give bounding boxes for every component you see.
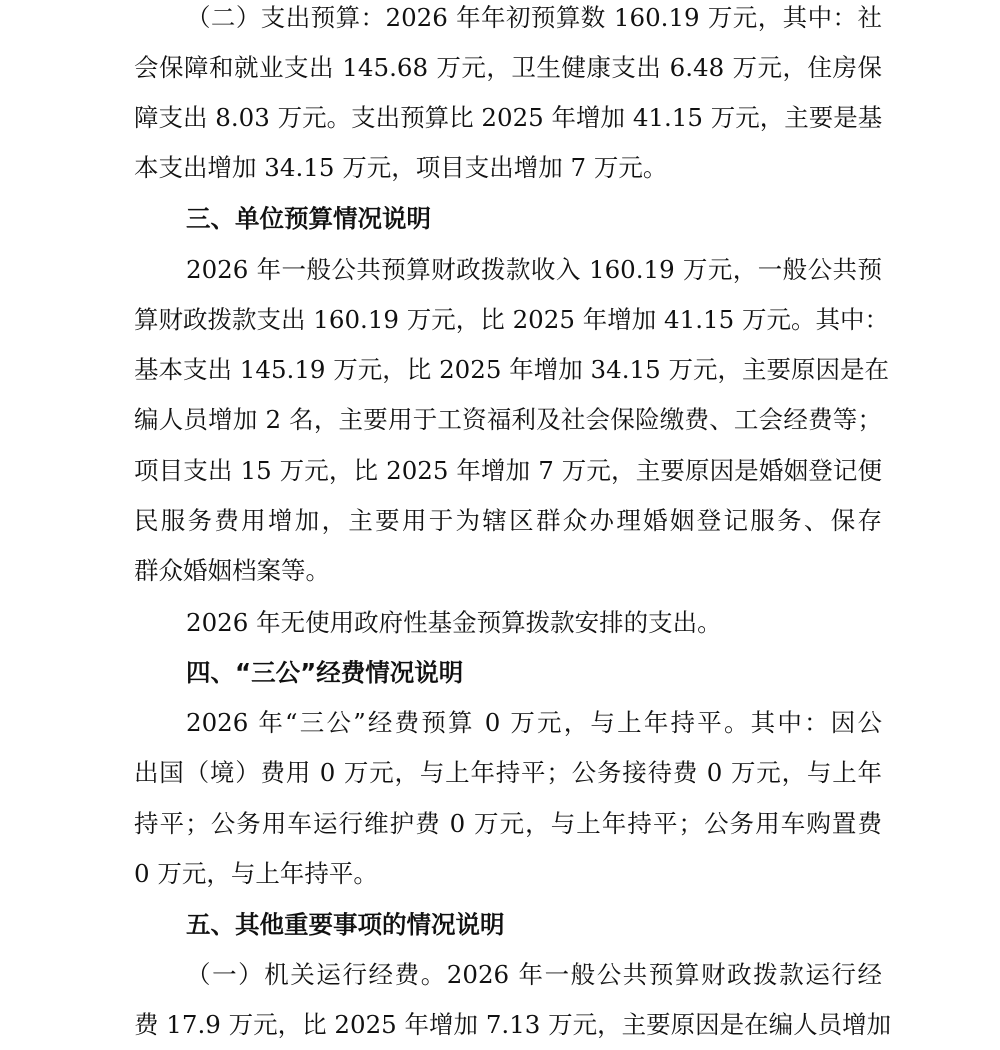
paragraph-expenditure-budget-line-4: 本支出增加 34.15 万元，项目支出增加 7 万元。 — [134, 153, 668, 182]
paragraph-gov-fund: 2026 年无使用政府性基金预算拨款安排的支出。 — [186, 608, 722, 637]
paragraph-three-public-line-4: 0 万元，与上年持平。 — [134, 859, 378, 888]
paragraph-operating-expenses-line-1: （一）机关运行经费。2026 年一般公共预算财政拨款运行经 — [186, 960, 882, 989]
paragraph-unit-budget-line-7: 群众婚姻档案等。 — [134, 556, 330, 585]
paragraph-unit-budget-line-6: 民服务费用增加，主要用于为辖区群众办理婚姻登记服务、保存 — [134, 506, 882, 535]
paragraph-expenditure-budget-line-1: （二）支出预算：2026 年年初预算数 160.19 万元，其中：社 — [186, 3, 882, 32]
paragraph-expenditure-budget-line-3: 障支出 8.03 万元。支出预算比 2025 年增加 41.15 万元，主要是基 — [134, 103, 883, 132]
paragraph-unit-budget-line-5: 项目支出 15 万元，比 2025 年增加 7 万元，主要原因是婚姻登记便 — [134, 456, 882, 485]
section-heading-three-public: 四、“三公”经费情况说明 — [186, 658, 464, 687]
paragraph-three-public-line-3: 持平；公务用车运行维护费 0 万元，与上年持平；公务用车购置费 — [134, 809, 882, 838]
section-heading-other-matters: 五、其他重要事项的情况说明 — [186, 910, 505, 939]
section-heading-unit-budget: 三、单位预算情况说明 — [186, 204, 431, 233]
paragraph-expenditure-budget-line-2: 会保障和就业支出 145.68 万元，卫生健康支出 6.48 万元，住房保 — [134, 53, 882, 82]
paragraph-three-public-line-1: 2026 年“三公”经费预算 0 万元，与上年持平。其中：因公 — [186, 708, 882, 737]
paragraph-unit-budget-line-3: 基本支出 145.19 万元，比 2025 年增加 34.15 万元，主要原因是在 — [134, 355, 889, 384]
paragraph-unit-budget-line-4: 编人员增加 2 名，主要用于工资福利及社会保险缴费、工会经费等； — [134, 405, 882, 434]
paragraph-three-public-line-2: 出国（境）费用 0 万元，与上年持平；公务接待费 0 万元，与上年 — [134, 758, 882, 787]
paragraph-operating-expenses-line-2: 费 17.9 万元，比 2025 年增加 7.13 万元，主要原因是在编人员增加 — [134, 1010, 892, 1039]
paragraph-unit-budget-line-2: 算财政拨款支出 160.19 万元，比 2025 年增加 41.15 万元。其中： — [134, 305, 889, 334]
paragraph-unit-budget-line-1: 2026 年一般公共预算财政拨款收入 160.19 万元，一般公共预 — [186, 255, 882, 284]
